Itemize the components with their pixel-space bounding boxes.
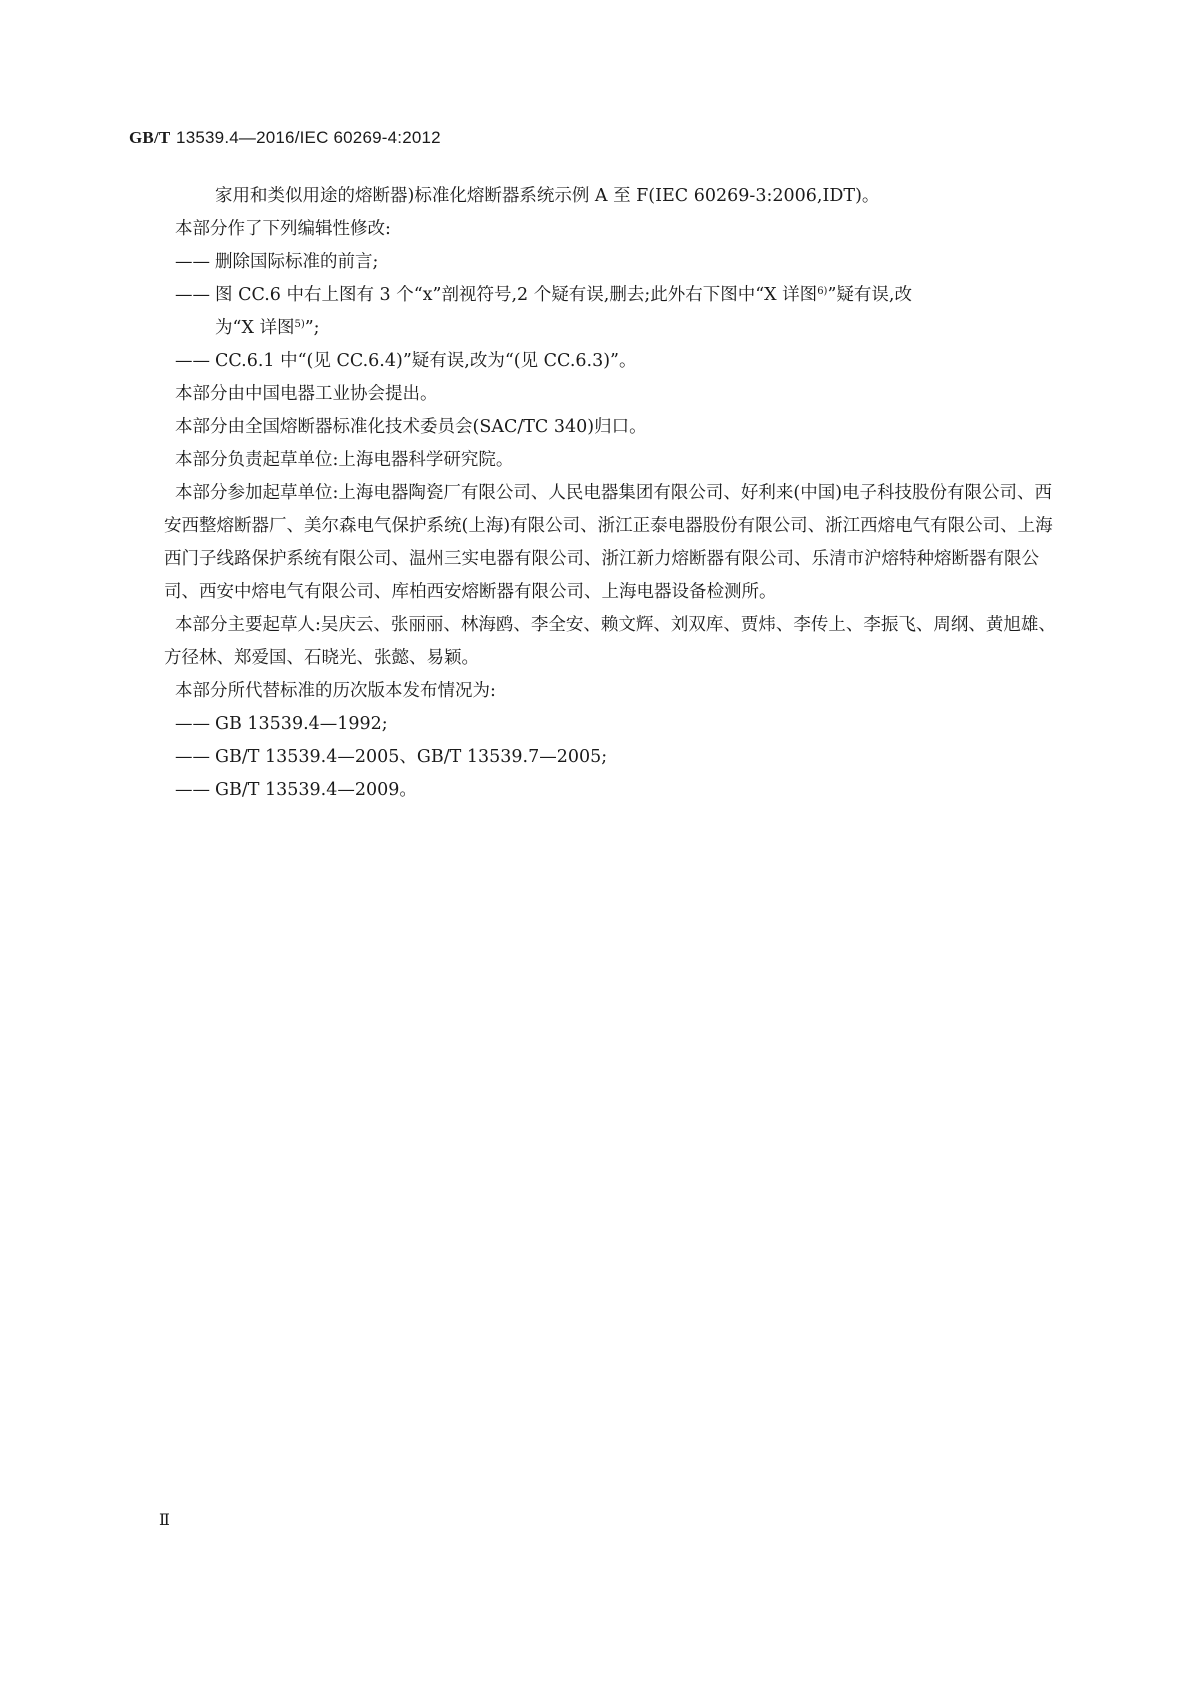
edit-item-3: —— CC.6.1 中“(见 CC.6.4)”疑有误,改为“(见 CC.6.3)”。 (175, 345, 1063, 378)
dash-mark: —— (175, 252, 210, 272)
standard-number: 13539.4—2016/IEC 60269-4:2012 (176, 128, 441, 147)
dash-mark: —— (175, 747, 210, 767)
continuation-line: 家用和类似用途的熔断器)标准化熔断器系统示例 A 至 F(IEC 60269-3:2006,IDT)。 (215, 186, 880, 206)
committee-line: 本部分由全国熔断器标准化技术委员会(SAC/TC 340)归口。 (175, 417, 647, 437)
standard-code: GB/T (129, 128, 171, 147)
page-number: Ⅱ (159, 1510, 170, 1529)
history-intro: 本部分所代替标准的历次版本发布情况为: (175, 681, 496, 701)
dash-mark: —— (175, 285, 210, 305)
proposer-line: 本部分由中国电器工业协会提出。 (175, 384, 438, 404)
history-item-1: —— GB 13539.4—1992; (175, 708, 1063, 741)
page-header (129, 128, 441, 148)
history-item-2: —— GB/T 13539.4—2005、GB/T 13539.7—2005; (175, 741, 1063, 774)
footnote-ref: 6) (817, 286, 828, 297)
edit-intro: 本部分作了下列编辑性修改: (175, 219, 391, 239)
edit-item-2-wrap: 为“X 详图$^{5)}$”; (215, 318, 320, 338)
dash-mark: —— (175, 714, 210, 734)
edit-item-1: —— 删除国际标准的前言; (175, 246, 1063, 279)
edit-item-2: —— 图 CC.6 中右上图有 3 个“x”剖视符号,2 个疑有误,删去;此外右下图中“X 详图$^{6)}$”疑有误,改 为“X 详图$^{5)}$”; (175, 279, 1063, 345)
foreword-body (164, 180, 1063, 807)
footnote-ref: 5) (294, 319, 305, 330)
dash-mark: —— (175, 780, 210, 800)
drafters: 本部分主要起草人:吴庆云、张丽丽、林海鸥、李全安、赖文辉、刘双库、贾炜、李传上、李振飞、周纲、黄旭雄、方径林、郑爱国、石晓光、张懿、易颖。 (164, 615, 1056, 668)
drafting-unit-line: 本部分负责起草单位:上海电器科学研究院。 (175, 450, 514, 470)
participating-units: 本部分参加起草单位:上海电器陶瓷厂有限公司、人民电器集团有限公司、好利来(中国)电子科技股份有限公司、西安西整熔断器厂、美尔森电气保护系统(上海)有限公司、浙江正泰电器股份有限公司、浙江西熔电气有限公司、上海西门子线路保护系统有限公司、温州三实电器有限公司、浙江新力熔断器有限公司、乐清市沪熔特种熔断器有限公司、西安中熔电气有限公司、库柏西安熔断器有限公司、上海电器设备检测所。 (164, 483, 1053, 602)
dash-mark: —— (175, 351, 210, 371)
history-item-3: —— GB/T 13539.4—2009。 (175, 774, 1063, 807)
